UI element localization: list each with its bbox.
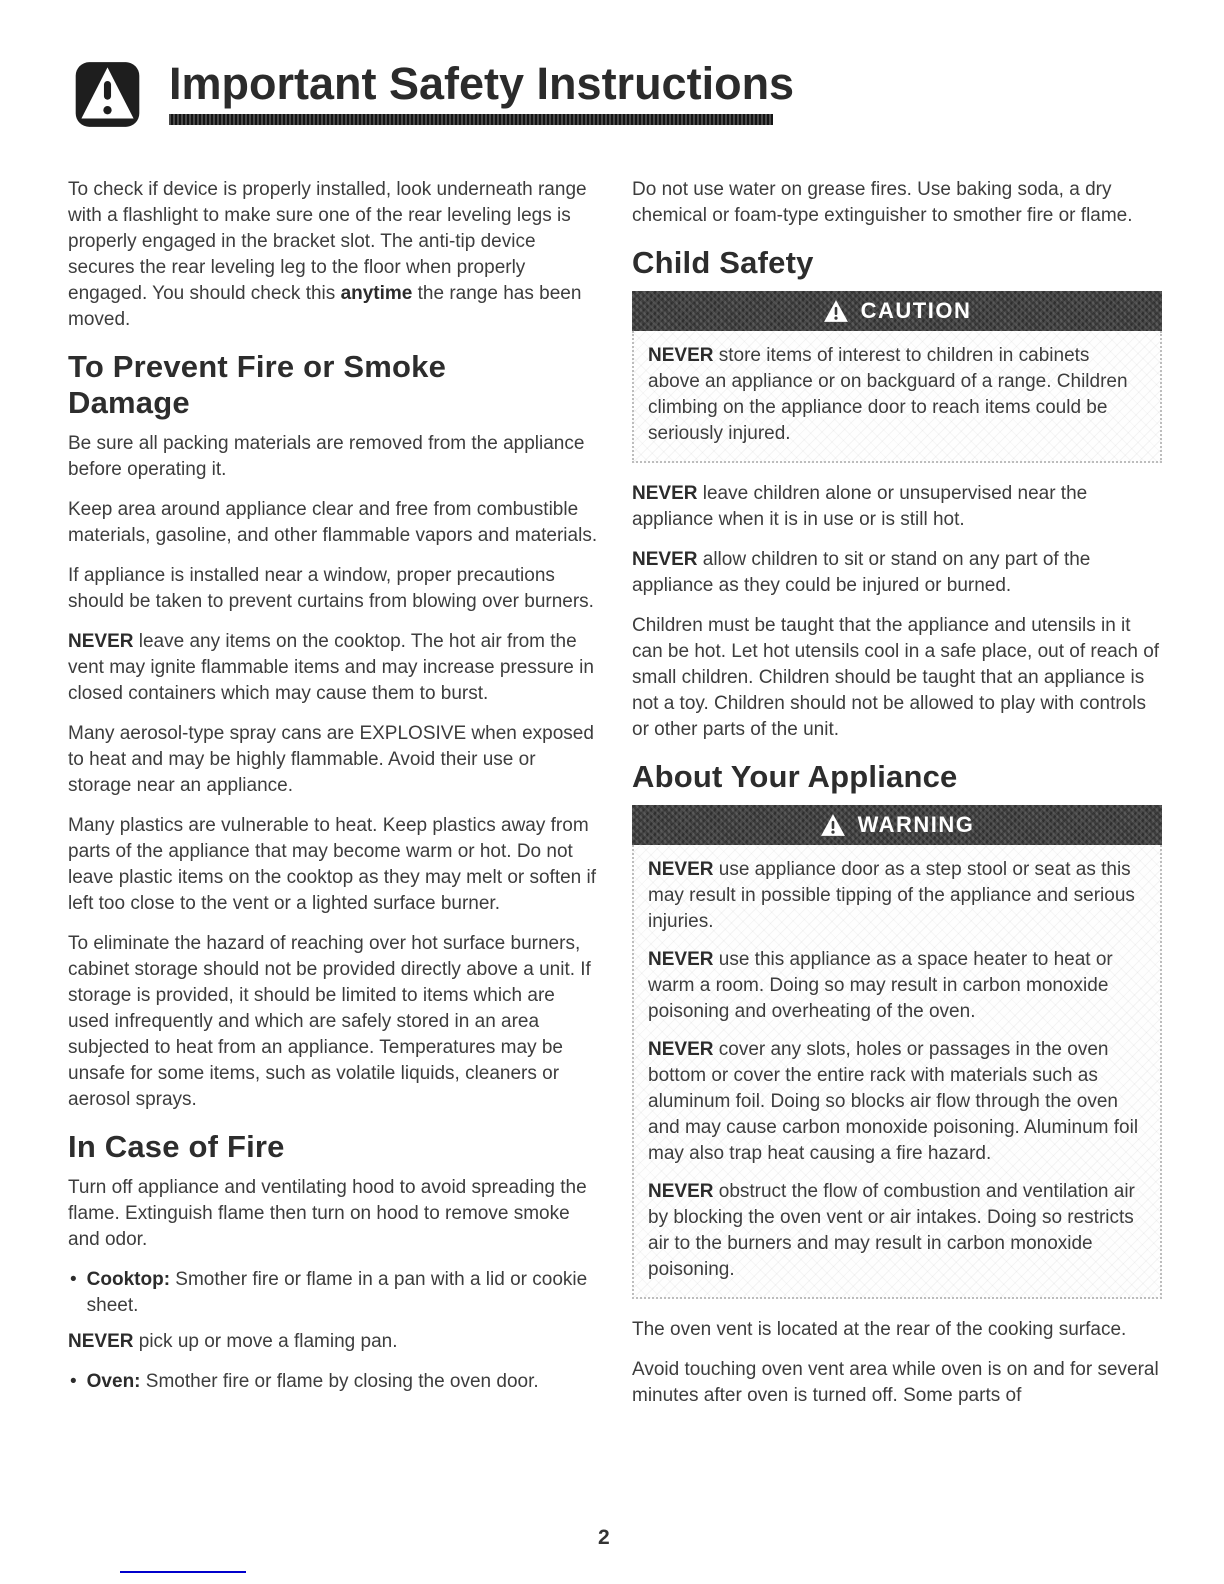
paragraph — [68, 721, 601, 799]
paragraph — [68, 563, 601, 615]
page-title: Important Safety Instructions — [169, 58, 795, 109]
grease-fire-paragraph: Do not use water on grease fires. Use baking soda, a dry chemical or foam-type extinguisher to smother fire or flame. — [632, 179, 1133, 226]
paragraph-never — [648, 947, 1146, 1025]
paragraph — [68, 931, 601, 1113]
page-number: 2 — [598, 1526, 610, 1549]
bold-lead: NEVER — [68, 631, 134, 652]
paragraph-text: Children must be taught that the appliance and utensils in it can be hot. Let hot utensils cool in a safe place, out of reach of small children. Children should be taught that an appliance is not a toy. Children should not be allowed to play with controls or other parts of the unit. — [632, 615, 1160, 740]
caution-band — [632, 291, 1162, 331]
caution-triangle-icon — [823, 299, 849, 323]
bold-lead: NEVER — [68, 1331, 134, 1352]
left-column — [68, 177, 601, 1423]
bullet-item-oven — [68, 1369, 601, 1395]
paragraph-text: use this appliance as a space heater to heat or warm a room. Doing so may result in carbon monoxide poisoning and overheating of the oven. — [648, 949, 1113, 1022]
warning-body — [632, 845, 1162, 1299]
paragraph-text: cover any slots, holes or passages in the oven bottom or cover the entire rack with materials such as aluminum foil. Doing so blocks air flow through the oven and may cause carbon monoxide poisoning. Aluminum foil may also trap heat causing a fire hazard. — [648, 1039, 1139, 1164]
paragraph-text: To eliminate the hazard of reaching over hot surface burners, cabinet storage should not be provided directly above a unit. If storage is provided, it should be limited to items which are used infrequently and which are safely stored in an area subjected to heat from an appliance. Temperatures may be unsafe for some items, such as volatile liquids, cleaners or aerosol sprays. — [68, 933, 591, 1110]
paragraph — [68, 497, 601, 549]
title-underline — [169, 114, 773, 125]
footer-link-line[interactable] — [120, 1571, 246, 1573]
paragraph-text: use appliance door as a step stool or seat as this may result in possible tipping of the appliance and serious injuries. — [648, 859, 1135, 932]
paragraph-text: the range has been moved. — [68, 283, 582, 330]
paragraph — [632, 613, 1162, 743]
bold-lead: NEVER — [648, 859, 714, 880]
paragraph-never — [632, 547, 1162, 599]
warning-triangle-badge-icon — [74, 58, 141, 131]
bold-lead: Oven: — [86, 1371, 141, 1392]
section-heading-in-case-of-fire: In Case of Fire — [68, 1129, 285, 1164]
paragraph-text: Many aerosol-type spray cans are EXPLOSIVE when exposed to heat and may be highly flammable. Avoid their use or storage near an appliance. — [68, 723, 594, 796]
paragraph-text: leave children alone or unsupervised near the appliance when it is in use or is still hot. — [632, 483, 1088, 530]
paragraph-text: obstruct the flow of combustion and ventilation air by blocking the oven vent or air intakes. Doing so restricts air to the burners and may result in carbon monoxide poisoning. — [648, 1181, 1135, 1280]
paragraph-text: Be sure all packing materials are removed from the appliance before operating it. — [68, 433, 585, 480]
caution-box — [632, 291, 1162, 463]
paragraph-never — [648, 343, 1146, 447]
paragraph-never — [648, 1037, 1146, 1167]
page-header — [74, 58, 1162, 131]
bold-lead: NEVER — [632, 483, 698, 504]
two-column-body — [68, 177, 1162, 1423]
paragraph-text: The oven vent is located at the rear of the cooking surface. — [632, 1319, 1127, 1340]
fire-intro-paragraph: Turn off appliance and ventilating hood to avoid spreading the flame. Extinguish flame then turn on hood to remove smoke and odor. — [68, 1177, 587, 1250]
paragraph-text: To check if device is properly installed, look underneath range with a flashlight to make sure one of the rear leveling legs is properly engaged in the bracket slot. The anti-tip device secures the rear leveling leg to the floor when properly engaged. You should check this — [68, 179, 587, 304]
section-heading-prevent-fire: To Prevent Fire or Smoke Damage — [68, 349, 447, 420]
oven-vent-paragraph — [632, 1317, 1162, 1343]
bullet-dot: • — [70, 1371, 77, 1392]
warning-band — [632, 805, 1162, 845]
anti-tip-paragraph — [68, 177, 601, 333]
paragraph-text: Many plastics are vulnerable to heat. Keep plastics away from parts of the appliance that may become warm or hot. Do not leave plastic items on the cooktop as they may melt or soften if left too close to the vent or a lighted surface burner. — [68, 815, 597, 914]
bullet-text — [87, 1369, 539, 1395]
paragraph-never — [648, 857, 1146, 935]
paragraph-text: Smother fire or flame in a pan with a lid or cookie sheet. — [86, 1269, 588, 1316]
paragraph-never — [648, 1179, 1146, 1283]
bold-lead: NEVER — [648, 345, 714, 366]
paragraph-text: Avoid touching oven vent area while oven is on and for several minutes after oven is turned off. Some parts of — [632, 1359, 1159, 1406]
right-column — [632, 177, 1162, 1423]
warning-triangle-icon — [820, 813, 846, 837]
caution-body — [632, 331, 1162, 463]
bold-lead: NEVER — [632, 549, 698, 570]
title-block — [169, 58, 794, 125]
paragraph-text: store items of interest to children in cabinets above an appliance or on backguard of a range. Children climbing on the appliance door to reach items could be seriously injured. — [648, 345, 1128, 444]
paragraph — [68, 813, 601, 917]
bullet-item-cooktop — [68, 1267, 601, 1319]
bold-lead: NEVER — [648, 1181, 714, 1202]
bullet-dot: • — [70, 1269, 77, 1290]
section-heading-child-safety: Child Safety — [632, 245, 814, 280]
bold-lead: Cooktop: — [86, 1269, 171, 1290]
paragraph-text: Keep area around appliance clear and free from combustible materials, gasoline, and other flammable vapors and materials. — [68, 499, 598, 546]
paragraph-never — [68, 629, 601, 707]
section-heading-about-appliance: About Your Appliance — [632, 759, 958, 794]
warning-label: WARNING — [857, 812, 975, 837]
paragraph-text: Smother fire or flame by closing the oven door. — [140, 1371, 539, 1392]
avoid-touching-paragraph — [632, 1357, 1162, 1409]
caution-label: CAUTION — [860, 298, 972, 323]
bold-lead: NEVER — [648, 1039, 714, 1060]
bold-lead: NEVER — [648, 949, 714, 970]
never-note — [68, 1329, 601, 1355]
paragraph-text: leave any items on the cooktop. The hot air from the vent may ignite flammable items and may increase pressure in closed containers which may cause them to burst. — [68, 631, 594, 704]
bullet-text — [87, 1267, 601, 1319]
paragraph-never — [632, 481, 1162, 533]
paragraph-text: pick up or move a flaming pan. — [133, 1331, 398, 1352]
warning-box — [632, 805, 1162, 1299]
paragraph — [68, 431, 601, 483]
paragraph-text: allow children to sit or stand on any part of the appliance as they could be injured or burned. — [632, 549, 1091, 596]
bold-word: anytime — [340, 283, 413, 304]
paragraph-text: If appliance is installed near a window, proper precautions should be taken to prevent curtains from blowing over burners. — [68, 565, 594, 612]
